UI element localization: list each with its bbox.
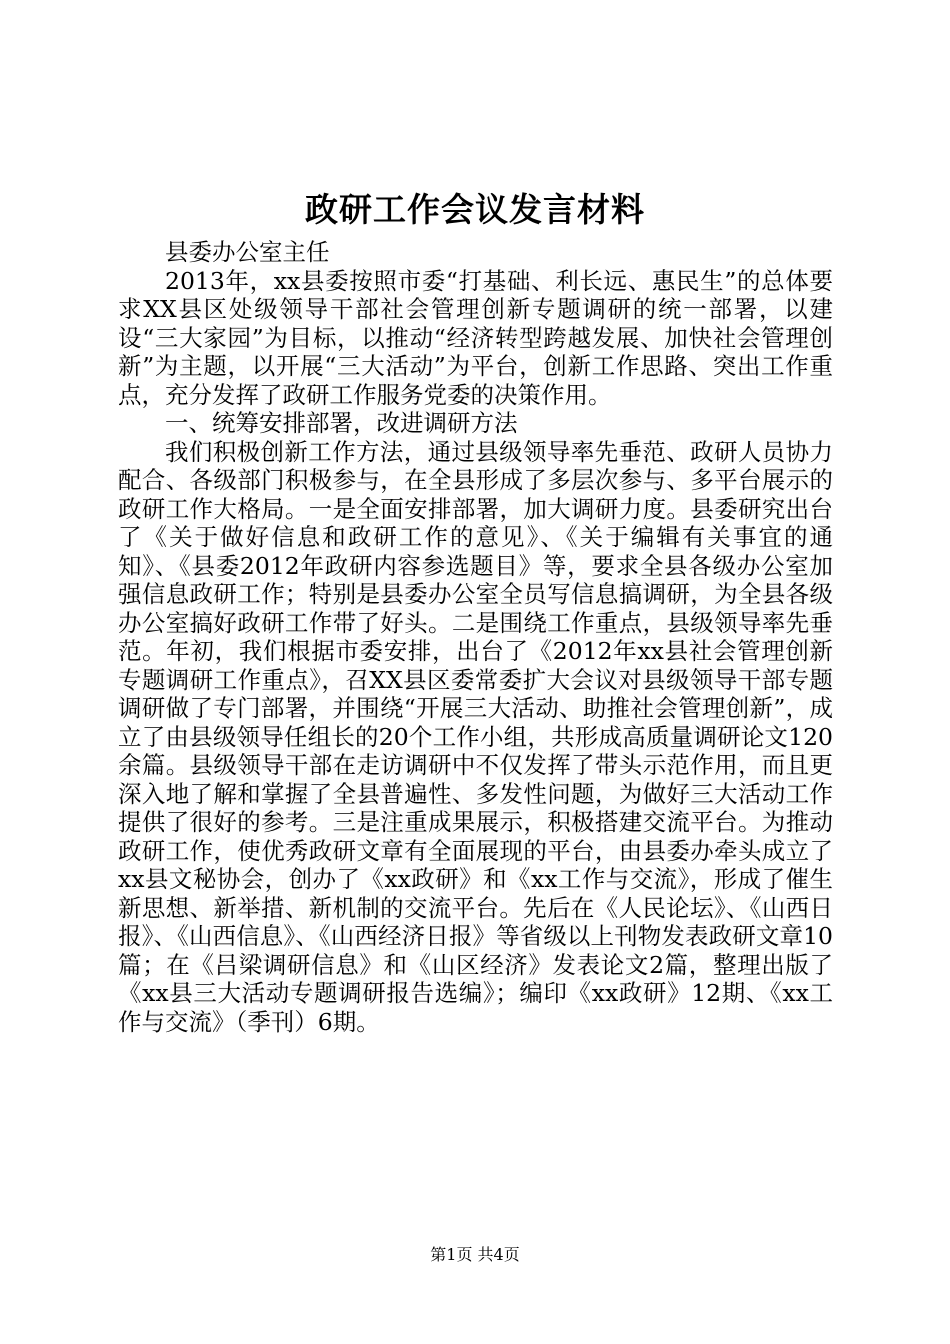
paragraph-section-one: 我们积极创新工作方法，通过县级领导率先垂范、政研人员协力配合、各级部门积极参与，在全县形成了多层次参与、多平台展示的政研工作大格局。一是全面安排部署，加大调研力度。县委研究出台了《关于做好信息和政研工作的意见》、《关于编辑有关事宜的通知》、《县委2012年政研内容参选题目》等，要求全县各级办公室加强信息政研工作；特别是县委办公室全员写信息搞调研，为全县各级办公室搞好政研工作带了好头。二是围绕工作重点，县级领导率先垂范。年初，我们根据市委安排，出台了《2012年xx县社会管理创新专题调研工作重点》，召XX县区委常委扩大会议对县级领导干部专题调研做了专门部署，并围绕“开展三大活动、助推社会管理创新”，成立了由县级领导任组长的20个工作小组，共形成高质量调研论文120余篇。县级领导干部在走访调研中不仅发挥了带头示范作用，而且更深入地了解和掌握了全县普遍性、多发性问题，为做好三大活动工作提供了很好的参考。三是注重成果展示，积极搭建交流平台。为推动政研工作，使优秀政研文章有全面展现的平台，由县委办牵头成立了xx县文秘协会，创办了《xx政研》和《xx工作与交流》，形成了催生新思想、新举措、新机制的交流平台。先后在《人民论坛》、《山西日报》、《山西信息》、《山西经济日报》等省级以上刊物发表政研文章10篇；在《吕梁调研信息》和《山区经济》发表论文2篇，整理出版了《xx县三大活动专题调研报告选编》；编印《xx政研》12期、《xx工作与交流》（季刊）6期。 <box>118 437 833 1036</box>
page-number: 第1页 共4页 <box>430 1245 520 1264</box>
document-title: 政研工作会议发言材料 <box>305 190 645 229</box>
paragraph-intro: 2013年，xx县委按照市委“打基础、利长远、惠民生”的总体要求XX县区处级领导干部社会管理创新专题调研的统一部署，以建设“三大家园”为目标，以推动“经济转型跨越发展、加快社会管理创新”为主题，以开展“三大活动”为平台，创新工作思路、突出工作重点，充分发挥了政研工作服务党委的决策作用。 <box>118 266 833 409</box>
section-heading: 一、统筹安排部署，改进调研方法 <box>165 409 518 437</box>
document-body <box>118 238 833 1036</box>
author-line: 县委办公室主任 <box>165 238 330 266</box>
